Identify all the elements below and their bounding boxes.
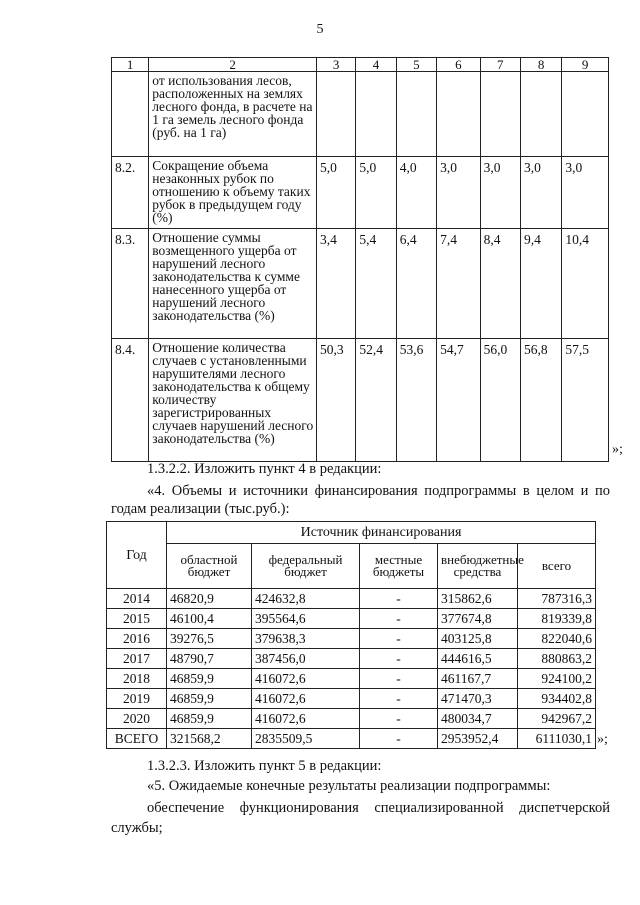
paragraph-item-1-3-2-3: 1.3.2.3. Изложить пункт 5 в редакции:: [147, 758, 382, 774]
value-cell: 39276,5: [167, 629, 252, 649]
year-cell: 2018: [107, 669, 167, 689]
table-row: [107, 669, 596, 689]
value-cell: 822040,6: [518, 629, 596, 649]
indicator-value: 54,7: [437, 339, 480, 462]
indicator-value: [480, 72, 520, 157]
value-cell: 924100,2: [518, 669, 596, 689]
value-cell: -: [360, 729, 438, 749]
value-cell: 787316,3: [518, 589, 596, 609]
column-number-header: 4: [356, 58, 396, 72]
indicator-value: 50,3: [317, 339, 356, 462]
column-number-header: 5: [396, 58, 436, 72]
year-cell: 2014: [107, 589, 167, 609]
paragraph-results-heading: «5. Ожидаемые конечные результаты реализации подпрограммы:: [147, 778, 551, 794]
value-cell: 444616,5: [438, 649, 518, 669]
paragraph-financing-heading-cont: годам реализации (тыс.руб.):: [111, 501, 290, 517]
value-cell: 880863,2: [518, 649, 596, 669]
table-header-row: [112, 58, 609, 72]
value-cell: 395564,6: [252, 609, 360, 629]
column-number-header: 6: [437, 58, 480, 72]
column-number-header: 7: [480, 58, 520, 72]
value-cell: 2835509,5: [252, 729, 360, 749]
indicator-value: 9,4: [520, 229, 561, 339]
indicator-value: [562, 72, 609, 157]
value-cell: 403125,8: [438, 629, 518, 649]
indicator-value: 56,0: [480, 339, 520, 462]
indicator-value: 3,0: [520, 157, 561, 229]
value-cell: 416072,6: [252, 709, 360, 729]
column-header-total: всего: [518, 544, 596, 589]
row-number: 8.4.: [112, 339, 149, 462]
indicator-value: 8,4: [480, 229, 520, 339]
year-cell: ВСЕГО: [107, 729, 167, 749]
table-row-total: [107, 729, 596, 749]
indicator-value: 5,4: [356, 229, 396, 339]
paragraph-results-item-cont: службы;: [111, 820, 163, 836]
indicator-value: 4,0: [396, 157, 436, 229]
value-cell: 2953952,4: [438, 729, 518, 749]
financing-table: [106, 521, 596, 749]
table-row: [107, 709, 596, 729]
indicator-value: [356, 72, 396, 157]
value-cell: -: [360, 589, 438, 609]
indicator-value: 6,4: [396, 229, 436, 339]
table-row: [112, 229, 609, 339]
value-cell: 819339,8: [518, 609, 596, 629]
table-row: [107, 609, 596, 629]
column-number-header: 8: [520, 58, 561, 72]
value-cell: -: [360, 709, 438, 729]
paragraph-results-item: обеспечение функционирования специализированной диспетчерской: [147, 800, 610, 816]
column-number-header: 3: [317, 58, 356, 72]
value-cell: -: [360, 689, 438, 709]
table-header-row: [107, 522, 596, 544]
column-header-federal: федеральный бюджет: [252, 544, 360, 589]
paragraph-item-1-3-2-2: 1.3.2.2. Изложить пункт 4 в редакции:: [147, 461, 382, 477]
column-header-extrabudgetary: внебюджетные средства: [438, 544, 518, 589]
value-cell: -: [360, 629, 438, 649]
value-cell: 46859,9: [167, 669, 252, 689]
column-header-regional: областной бюджет: [167, 544, 252, 589]
value-cell: 416072,6: [252, 689, 360, 709]
table-row: [107, 649, 596, 669]
financing-source-header: Источник финансирования: [167, 522, 596, 544]
indicator-value: 7,4: [437, 229, 480, 339]
value-cell: 387456,0: [252, 649, 360, 669]
table-row: [107, 629, 596, 649]
indicator-value: 53,6: [396, 339, 436, 462]
page-number: 5: [316, 22, 324, 37]
value-cell: 416072,6: [252, 669, 360, 689]
value-cell: 471470,3: [438, 689, 518, 709]
value-cell: 424632,8: [252, 589, 360, 609]
indicator-value: 5,0: [356, 157, 396, 229]
table-row: [107, 589, 596, 609]
value-cell: 321568,2: [167, 729, 252, 749]
paragraph-financing-heading: «4. Объемы и источники финансирования подпрограммы в целом и по: [147, 483, 610, 499]
closing-quote: »;: [597, 732, 608, 747]
indicator-value: 3,4: [317, 229, 356, 339]
indicators-table: [111, 57, 609, 462]
table-row: [112, 339, 609, 462]
indicator-value: 57,5: [562, 339, 609, 462]
indicator-value: 3,0: [437, 157, 480, 229]
value-cell: 46820,9: [167, 589, 252, 609]
indicator-description: Отношение количества случаев с установленными нарушителями лесного законодательства к общему количеству зарегистрированных случаев нарушений лесного законодательства (%): [149, 339, 317, 462]
value-cell: 379638,3: [252, 629, 360, 649]
table-row: [112, 72, 609, 157]
value-cell: 6111030,1: [518, 729, 596, 749]
value-cell: 315862,6: [438, 589, 518, 609]
indicator-value: 3,0: [562, 157, 609, 229]
indicator-value: [437, 72, 480, 157]
table-subheader-row: [107, 544, 596, 589]
year-cell: 2016: [107, 629, 167, 649]
column-number-header: 1: [112, 58, 149, 72]
year-column-header: Год: [107, 522, 167, 589]
indicator-value: 56,8: [520, 339, 561, 462]
value-cell: 46100,4: [167, 609, 252, 629]
value-cell: 942967,2: [518, 709, 596, 729]
value-cell: -: [360, 649, 438, 669]
indicator-value: 52,4: [356, 339, 396, 462]
indicator-value: [396, 72, 436, 157]
year-cell: 2020: [107, 709, 167, 729]
indicator-value: 3,0: [480, 157, 520, 229]
row-number: [112, 72, 149, 157]
closing-quote: »;: [612, 442, 623, 457]
value-cell: 48790,7: [167, 649, 252, 669]
indicator-value: [520, 72, 561, 157]
indicator-description: от использования лесов, расположенных на землях лесного фонда, в расчете на 1 га земель лесного фонда (руб. на 1 га): [149, 72, 317, 157]
value-cell: 934402,8: [518, 689, 596, 709]
year-cell: 2015: [107, 609, 167, 629]
value-cell: 46859,9: [167, 689, 252, 709]
indicator-description: Сокращение объема незаконных рубок по отношению к объему таких рубок в предыдущем году (%): [149, 157, 317, 229]
indicator-value: 5,0: [317, 157, 356, 229]
row-number: 8.2.: [112, 157, 149, 229]
year-cell: 2017: [107, 649, 167, 669]
indicator-value: [317, 72, 356, 157]
table-row: [107, 689, 596, 709]
row-number: 8.3.: [112, 229, 149, 339]
value-cell: 480034,7: [438, 709, 518, 729]
column-header-local: местные бюджеты: [360, 544, 438, 589]
value-cell: -: [360, 669, 438, 689]
indicator-description: Отношение суммы возмещенного ущерба от нарушений лесного законодательства к сумме нанесенного ущерба от нарушений лесного законодательства (%): [149, 229, 317, 339]
value-cell: -: [360, 609, 438, 629]
indicator-value: 10,4: [562, 229, 609, 339]
column-number-header: 9: [562, 58, 609, 72]
value-cell: 46859,9: [167, 709, 252, 729]
column-number-header: 2: [149, 58, 317, 72]
value-cell: 461167,7: [438, 669, 518, 689]
year-cell: 2019: [107, 689, 167, 709]
table-row: [112, 157, 609, 229]
value-cell: 377674,8: [438, 609, 518, 629]
